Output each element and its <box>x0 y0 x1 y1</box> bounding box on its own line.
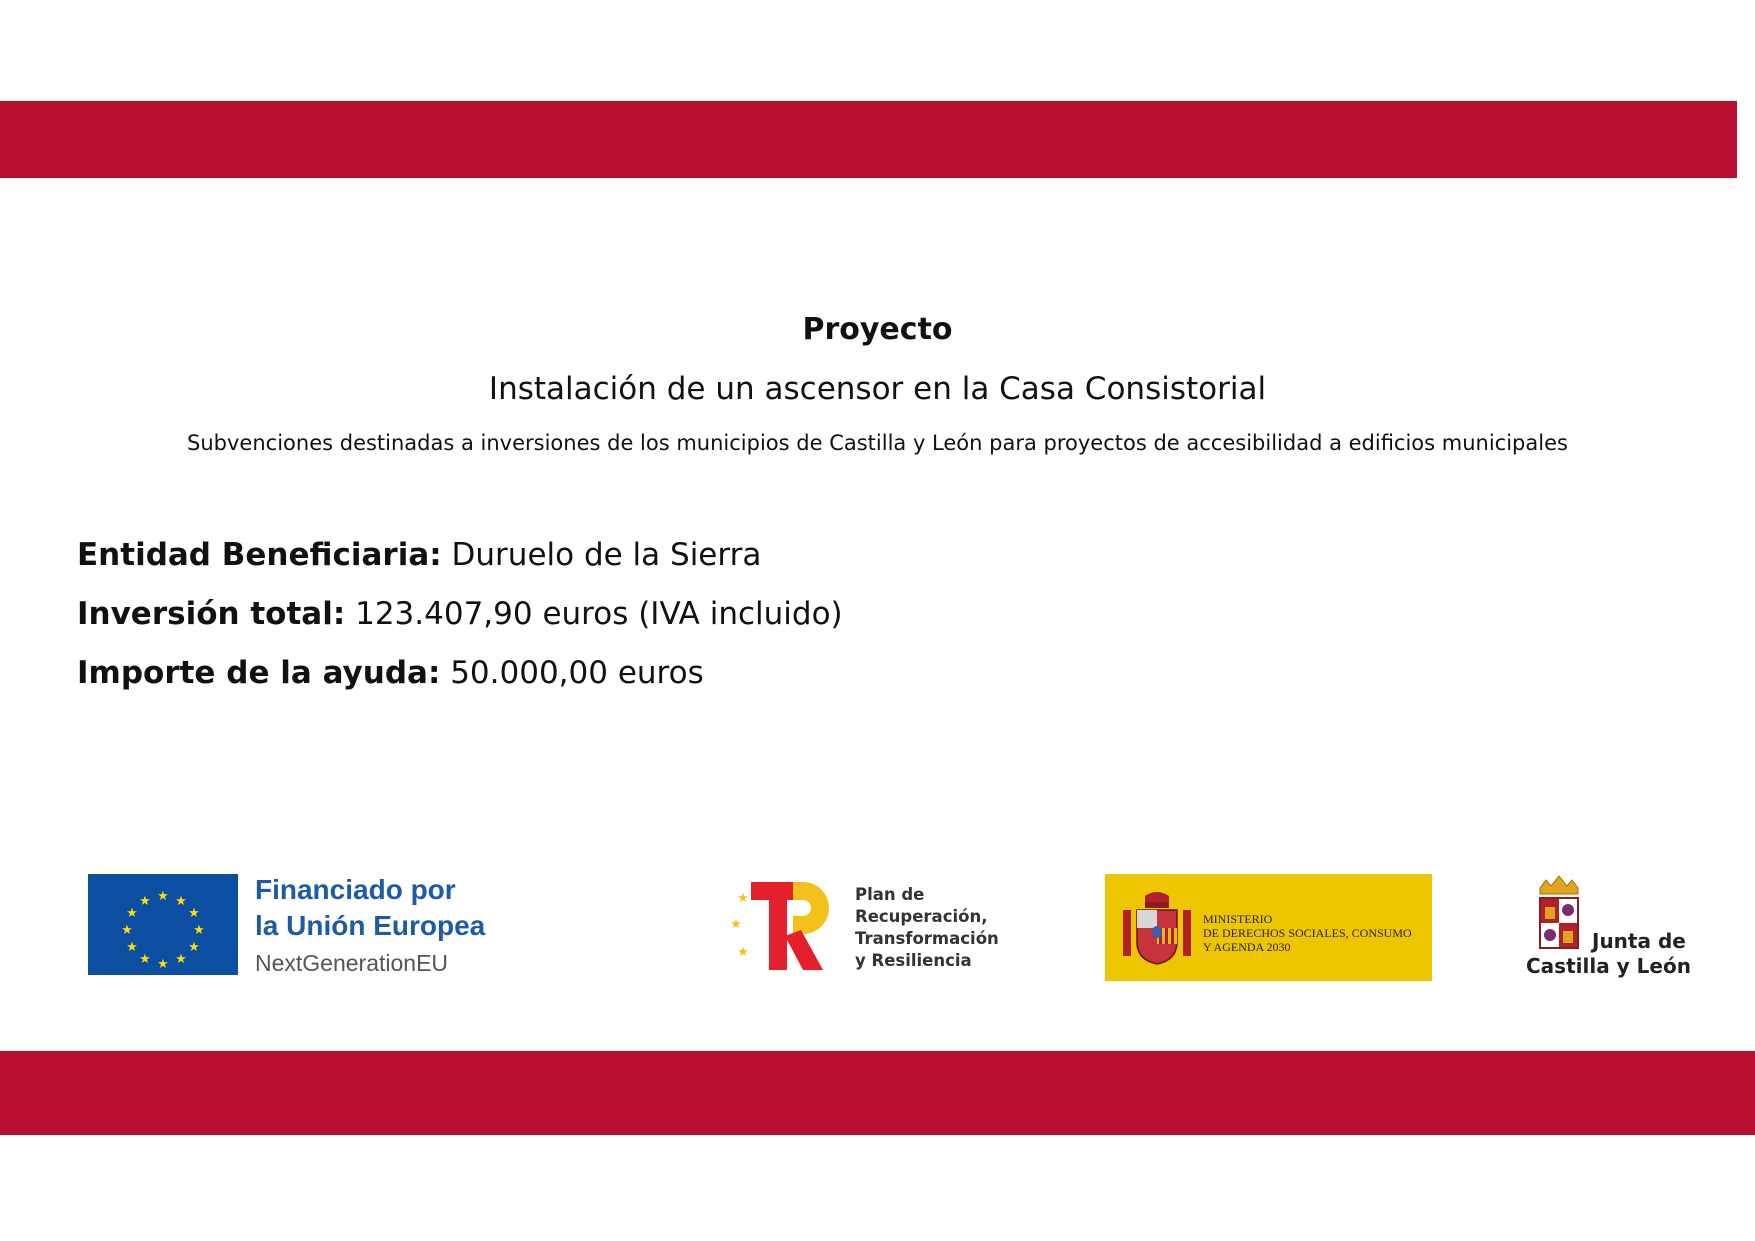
junta-line2: Castilla y León <box>1526 954 1691 978</box>
svg-text:★: ★ <box>175 894 187 909</box>
svg-text:★: ★ <box>730 917 742 932</box>
total-investment-row <box>77 596 843 632</box>
castilla-leon-shield-icon <box>1536 874 1582 954</box>
svg-text:★: ★ <box>139 952 151 967</box>
eu-logo-line2: la Unión Europea <box>255 910 486 941</box>
eu-logo-line1: Financiado por <box>255 874 456 905</box>
total-investment-label: Inversión total: <box>77 596 346 632</box>
top-red-band <box>0 101 1737 178</box>
recovery-plan-text <box>855 884 999 972</box>
beneficiary-row <box>77 537 761 573</box>
bottom-red-band <box>0 1051 1755 1135</box>
grant-amount-value: 50.000,00 euros <box>450 655 704 691</box>
svg-text:★: ★ <box>126 940 138 955</box>
svg-text:★: ★ <box>188 906 200 921</box>
section-heading: Proyecto <box>802 312 953 347</box>
prtr-line3: Transformación <box>855 929 999 948</box>
junta-castilla-leon-logo <box>1522 874 1697 984</box>
tr-mark-icon <box>723 876 848 976</box>
ministry-text <box>1203 912 1412 954</box>
project-subtitle: Subvenciones destinadas a inversiones de los municipios de Castilla y León para proyectos de accesibilidad a edificios municipales <box>187 431 1568 455</box>
grant-amount-label: Importe de la ayuda: <box>77 655 441 691</box>
svg-text:★: ★ <box>139 894 151 909</box>
ministry-logo <box>1105 874 1432 981</box>
svg-text:★: ★ <box>121 923 133 938</box>
svg-text:★: ★ <box>157 957 169 972</box>
svg-text:★: ★ <box>126 906 138 921</box>
junta-line1: Junta de <box>1592 929 1686 953</box>
ministry-line3: Y AGENDA 2030 <box>1203 940 1291 954</box>
spain-coat-of-arms-icon <box>1119 888 1195 968</box>
project-title: Instalación de un ascensor en la Casa Consistorial <box>488 371 1267 407</box>
recovery-plan-logo <box>723 876 1013 976</box>
svg-text:★: ★ <box>157 889 169 904</box>
prtr-line1: Plan de <box>855 885 925 904</box>
beneficiary-value: Duruelo de la Sierra <box>451 537 762 573</box>
svg-text:★: ★ <box>188 940 200 955</box>
total-investment-value: 123.407,90 euros (IVA incluido) <box>355 596 843 632</box>
grant-amount-row <box>77 655 704 691</box>
prtr-line2: Recuperación, <box>855 907 988 926</box>
ministry-line2: DE DERECHOS SOCIALES, CONSUMO <box>1203 926 1412 940</box>
svg-text:★: ★ <box>175 952 187 967</box>
prtr-line4: y Resiliencia <box>855 951 972 970</box>
eu-logo-line3: NextGenerationEU <box>255 950 449 976</box>
beneficiary-label: Entidad Beneficiaria: <box>77 537 442 573</box>
ministry-line1: MINISTERIO <box>1203 912 1273 926</box>
eu-flag-icon <box>88 874 238 975</box>
svg-text:★: ★ <box>737 945 749 960</box>
svg-text:★: ★ <box>737 891 749 906</box>
svg-text:★: ★ <box>193 923 205 938</box>
eu-funding-logo <box>88 874 518 978</box>
